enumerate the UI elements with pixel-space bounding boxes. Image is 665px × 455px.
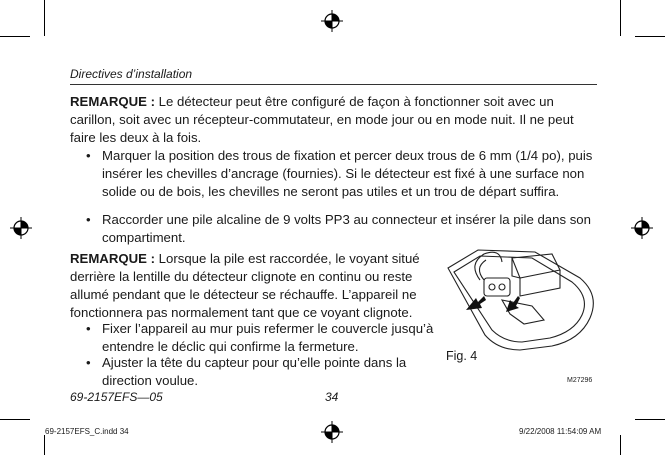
note-label: REMARQUE : <box>70 251 155 266</box>
crop-mark <box>620 0 621 36</box>
note-text: Le détecteur peut être configuré de façon à fonctionner soit avec un carillon, soit avec un récepteur-commutateur, en mode jour ou en mode nuit. Il ne peut faire les deux à la fois. <box>70 94 574 145</box>
note-text: Lorsque la pile est raccordée, le voyant situé derrière la lentille du détecteur clignote en continu ou reste allumé pendant que le détecteur se réchauffe. L’appareil ne fonctionnera pas normalement tant que ce voyant clignote. <box>70 251 420 320</box>
list-item: • Marquer la position des trous de fixation et percer deux trous de 6 mm (1/4 po), puis insérer les chevilles d’ancrage (fournies). Si le détecteur est fixé à une surface non solide ou de bois, les chevilles ne seront pas utiles et un trou de départ suffira. <box>86 147 608 201</box>
page-number: 34 <box>325 390 339 404</box>
figure-code: M27296 <box>567 377 593 384</box>
section-header: Directives d’installation <box>70 67 193 81</box>
note-paragraph <box>70 250 440 322</box>
registration-mark-icon <box>321 421 343 443</box>
slug-timestamp: 9/22/2008 11:54:09 AM <box>519 427 602 436</box>
crop-mark <box>635 36 665 37</box>
header-rule <box>70 84 597 85</box>
crop-mark <box>44 435 45 455</box>
note-paragraph <box>70 93 600 147</box>
crop-mark <box>0 36 30 37</box>
note-label: REMARQUE : <box>70 94 155 109</box>
doc-number: 69-2157EFS—05 <box>70 390 163 404</box>
detector-illustration <box>440 240 605 355</box>
slug-file: 69-2157EFS_C.indd 34 <box>45 427 129 436</box>
list-item: • Fixer l’appareil au mur puis refermer le couvercle jusqu’à entendre le déclic qui confirme la fermeture. <box>86 320 447 356</box>
list-item: • Ajuster la tête du capteur pour qu’elle pointe dans la direction voulue. <box>86 354 447 390</box>
registration-mark-icon <box>631 217 653 239</box>
registration-mark-icon <box>10 217 32 239</box>
registration-mark-icon <box>321 10 343 32</box>
crop-mark <box>635 419 665 420</box>
list-item: • Raccorder une pile alcaline de 9 volts PP3 au connecteur et insérer la pile dans son compartiment. <box>86 211 608 247</box>
crop-mark <box>620 435 621 455</box>
crop-mark <box>0 419 30 420</box>
crop-mark <box>44 0 45 36</box>
figure-label: Fig. 4 <box>446 349 478 363</box>
